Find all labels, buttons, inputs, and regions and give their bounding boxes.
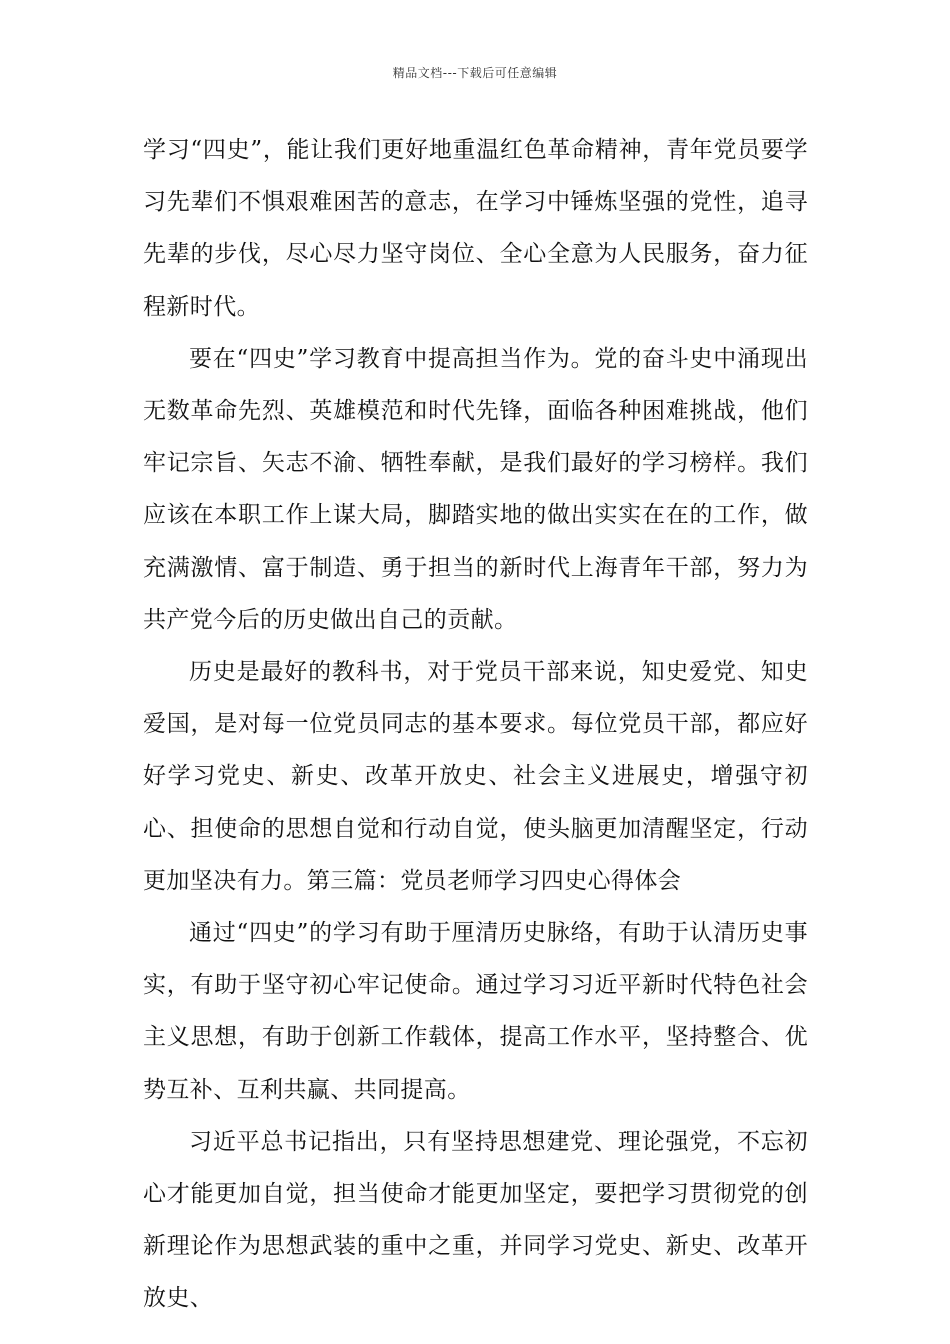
paragraph-5: 习近平总书记指出，只有坚持思想建党、理论强党，不忘初心才能更加自觉，担当使命才能更加坚定，要把学习贯彻党的创新理论作为思想武装的重中之重，并同学习党史、新史、改革开放史、 — [143, 1128, 808, 1312]
paragraph-1: 学习“四史”，能让我们更好地重温红色革命精神，青年党员要学习先辈们不惧艰难困苦的意志，在学习中锤炼坚强的党性，追寻先辈的步伐，尽心尽力坚守岗位、全心全意为人民服务，奋力征程新时代。 — [143, 137, 808, 320]
paragraph-3: 历史是最好的教科书，对于党员干部来说，知史爱党、知史爱国，是对每一位党员同志的基本要求。每位党员干部，都应好好学习党史、新史、改革开放史、社会主义进展史，增强守初心、担使命的思想自觉和行动自觉，使头脑更加清醒坚定，行动更加坚决有力。第三篇：党员老师学习四史心得体会 — [143, 659, 808, 894]
document-body — [143, 124, 808, 1325]
paragraph-2: 要在“四史”学习教育中提高担当作为。党的奋斗史中涌现出无数革命先烈、英雄模范和时代先锋，面临各种困难挑战，他们牢记宗旨、矢志不渝、牺牲奉献，是我们最好的学习榜样。我们应该在本职工作上谋大局，脚踏实地的做出实实在在的工作，做充满激情、富于制造、勇于担当的新时代上海青年干部，努力为共产党今后的历史做出自己的贡献。 — [143, 345, 808, 633]
paragraph-4: 通过“四史”的学习有助于厘清历史脉络，有助于认清历史事实，有助于坚守初心牢记使命。通过学习习近平新时代特色社会主义思想，有助于创新工作载体，提高工作水平，坚持整合、优势互补、互利共赢、共同提高。 — [143, 920, 808, 1103]
page-header: 精品文档---下载后可任意编辑 — [392, 66, 558, 80]
